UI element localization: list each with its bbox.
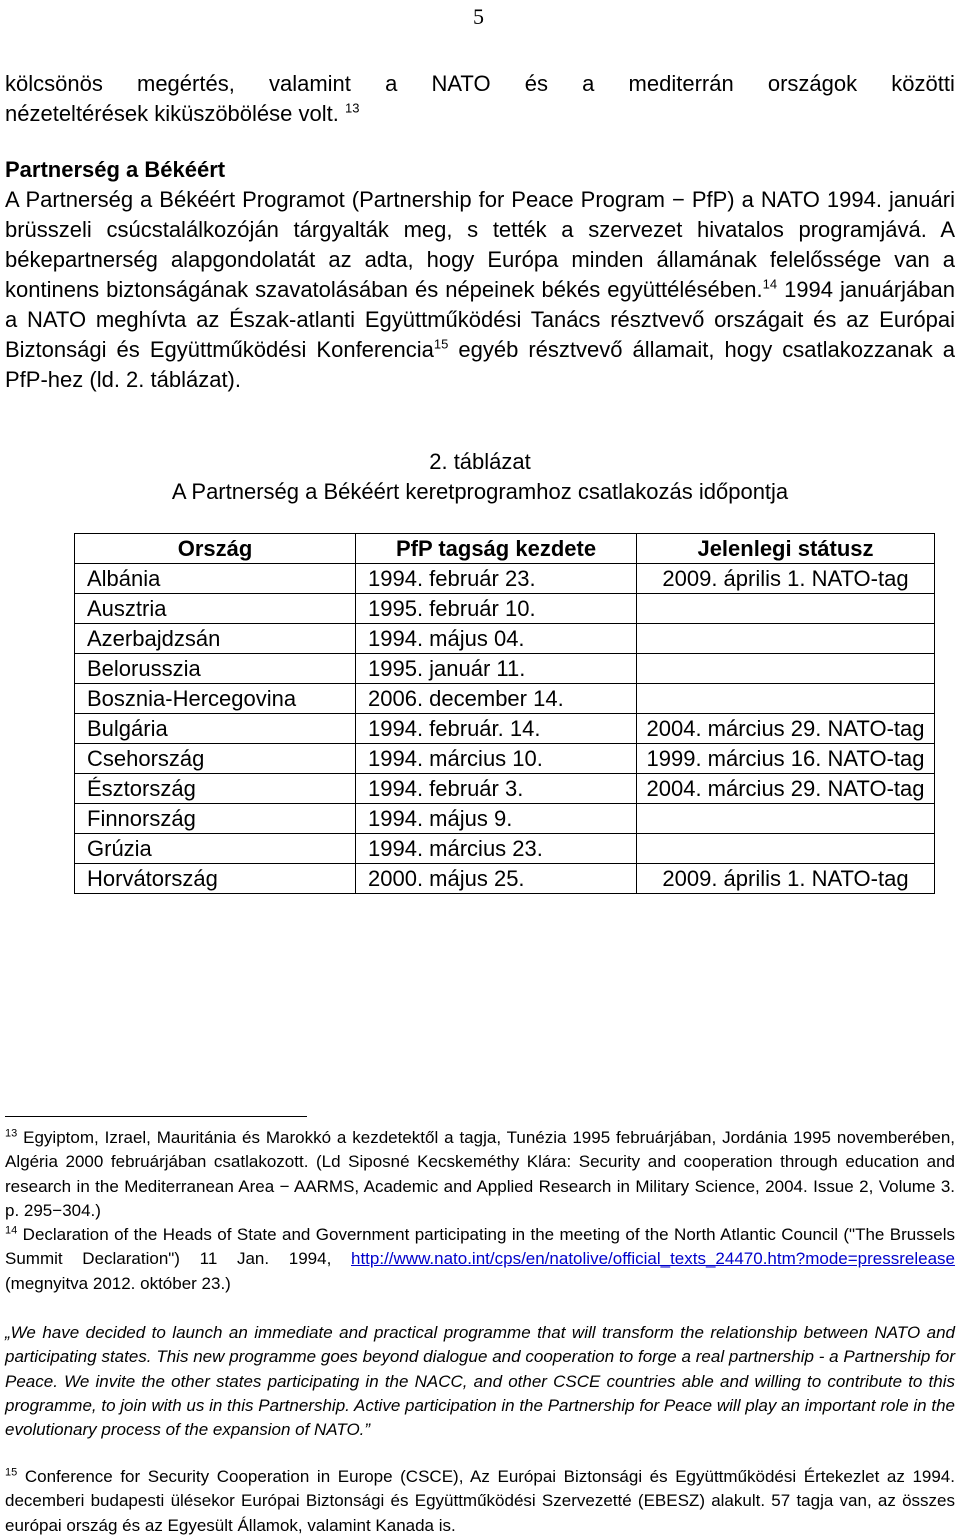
table-row [75, 714, 935, 744]
status-cell: 2004. március 29. NATO-tag [637, 774, 935, 804]
status-cell [637, 804, 935, 834]
country-cell: Azerbajdzsán [75, 624, 356, 654]
footnote-ref-15[interactable]: 15 [433, 336, 449, 352]
status-cell [637, 624, 935, 654]
country-cell: Ausztria [75, 594, 356, 624]
table-title: A Partnerség a Békéért keretprogramhoz csatlakozás időpontja [171, 479, 789, 504]
header-pfp-start: PfP tagság kezdete [356, 534, 637, 564]
pfp-date-cell: 1994. március 23. [356, 834, 637, 864]
country-cell: Grúzia [75, 834, 356, 864]
status-cell [637, 654, 935, 684]
table-header-row [75, 534, 935, 564]
section-heading: Partnerség a Békéért [5, 157, 226, 182]
header-status: Jelenlegi státusz [637, 534, 935, 564]
table-row [75, 564, 935, 594]
pfp-table [74, 533, 935, 894]
pfp-date-cell: 2000. május 25. [356, 864, 637, 894]
table-row [75, 774, 935, 804]
status-cell: 2009. április 1. NATO-tag [637, 564, 935, 594]
country-cell: Bosznia-Hercegovina [75, 684, 356, 714]
pfp-date-cell: 1994. május 04. [356, 624, 637, 654]
footnote-14-quote: „We have decided to launch an immediate and practical programme that will transform the relationship between NATO and participating states. This new programme goes beyond dialogue and cooperation to forge a real partnership - a Partnership for Peace. We invite the other states participating in the NACC, and other CSCE countries able and willing to contribute to this programme, to join with us in this Partnership. Active participation in the Partnership for Peace will play an important role in the evolutionary process of the expansion of NATO.” [5, 1323, 955, 1440]
status-cell [637, 834, 935, 864]
intro-paragraph [5, 69, 955, 129]
intro-line-1: kölcsönös megértés, valamint a NATO és a mediterrán országok közötti [5, 71, 955, 96]
pfp-date-cell: 1994. február 23. [356, 564, 637, 594]
footnote-ref-14[interactable]: 14 [762, 276, 778, 292]
table-row [75, 864, 935, 894]
status-cell: 2004. március 29. NATO-tag [637, 714, 935, 744]
table-row [75, 624, 935, 654]
footnote-separator [5, 1116, 307, 1117]
pfp-date-cell: 1994. február. 14. [356, 714, 637, 744]
pfp-date-cell: 1994. március 10. [356, 744, 637, 774]
footnote-ref-13[interactable]: 13 [344, 100, 360, 116]
footnote-14: $^{14}$ Declaration of the Heads of State and Government participating in the meeting of the North Atlantic Council ("The Brussels Summit Declaration") 11 Jan. 1994, http://www.nato.int/cps/en/natolive/official_texts_24470.htm?mode=pressrelease (megnyitva 2012. október 23.) [5, 1224, 955, 1293]
status-cell: 2009. április 1. NATO-tag [637, 864, 935, 894]
status-cell [637, 684, 935, 714]
pfp-date-cell: 1994. május 9. [356, 804, 637, 834]
pfp-date-cell: 1995. február 10. [356, 594, 637, 624]
footnote-13: $^{13}$ Egyiptom, Izrael, Mauritánia és Marokkó a kezdetektől a tagja, Tunézia 1995 februárjában, Jordánia 1995 novemberében, Algéria 2000 februárjában csatlakozott. (Ld Siposné Kecskeméthy Klára: Security and cooperation through education and research in the Mediterranean Area − AARMS, Academic and Applied Research in Military Science, 2004. Issue 2, Volume 3. p. 295−304.) [5, 1127, 956, 1220]
status-cell: 1999. március 16. NATO-tag [637, 744, 935, 774]
country-cell: Csehország [75, 744, 356, 774]
status-cell [637, 594, 935, 624]
pfp-date-cell: 1995. január 11. [356, 654, 637, 684]
country-cell: Észtország [75, 774, 356, 804]
footnote-14-link[interactable]: http://www.nato.int/cps/en/natolive/official_texts_24470.htm?mode=pressrelease [350, 1249, 955, 1269]
intro-line-2: nézeteltérések kiküszöbölése volt. $^{13}$ [5, 100, 360, 126]
section-paragraph: A Partnerség a Békéért Programot (Partnership for Peace Program − PfP) a NATO 1994. januári brüsszeli csúcstalálkozóján tárgyalták meg, s tették a szervezet hivatalos programjává. A békepartnerség alapgondolatát az adta, hogy Európa minden államának felelőssége van a kontinens biztonságának szavatolásában és népeinek békés együttélésében.$^{14}$ 1994 januárjában a NATO meghívta az Észak-atlanti Együttműködési Tanács résztvevő országait és az Európai Biztonsági és Együttműködési Konferencia$^{15}$ egyéb résztvevő államait, hogy csatlakozzanak a PfP-hez (ld. 2. táblázat). [5, 187, 956, 392]
pfp-date-cell: 1994. február 3. [356, 774, 637, 804]
header-country: Ország [75, 534, 356, 564]
country-cell: Bulgária [75, 714, 356, 744]
pfp-date-cell: 2006. december 14. [356, 684, 637, 714]
table-row [75, 654, 935, 684]
page-number: 5 [473, 4, 484, 29]
country-cell: Belorusszia [75, 654, 356, 684]
table-row [75, 804, 935, 834]
table-row [75, 834, 935, 864]
table-row [75, 744, 935, 774]
country-cell: Albánia [75, 564, 356, 594]
table-row [75, 594, 935, 624]
country-cell: Finnország [75, 804, 356, 834]
footnote-15: $^{15}$ Conference for Security Cooperation in Europe (CSCE), Az Európai Biztonsági és Együttműködési Értekezlet az 1994. decemberi budapesti ülésekor Európai Biztonsági és Együttműködési Szervezetté (EBESZ) alakult. 57 tagja van, az összes európai ország és az Egyesült Államok, valamint Kanada is. [5, 1466, 955, 1535]
table-row [75, 684, 935, 714]
table-number: 2. táblázat [429, 449, 531, 474]
country-cell: Horvátország [75, 864, 356, 894]
